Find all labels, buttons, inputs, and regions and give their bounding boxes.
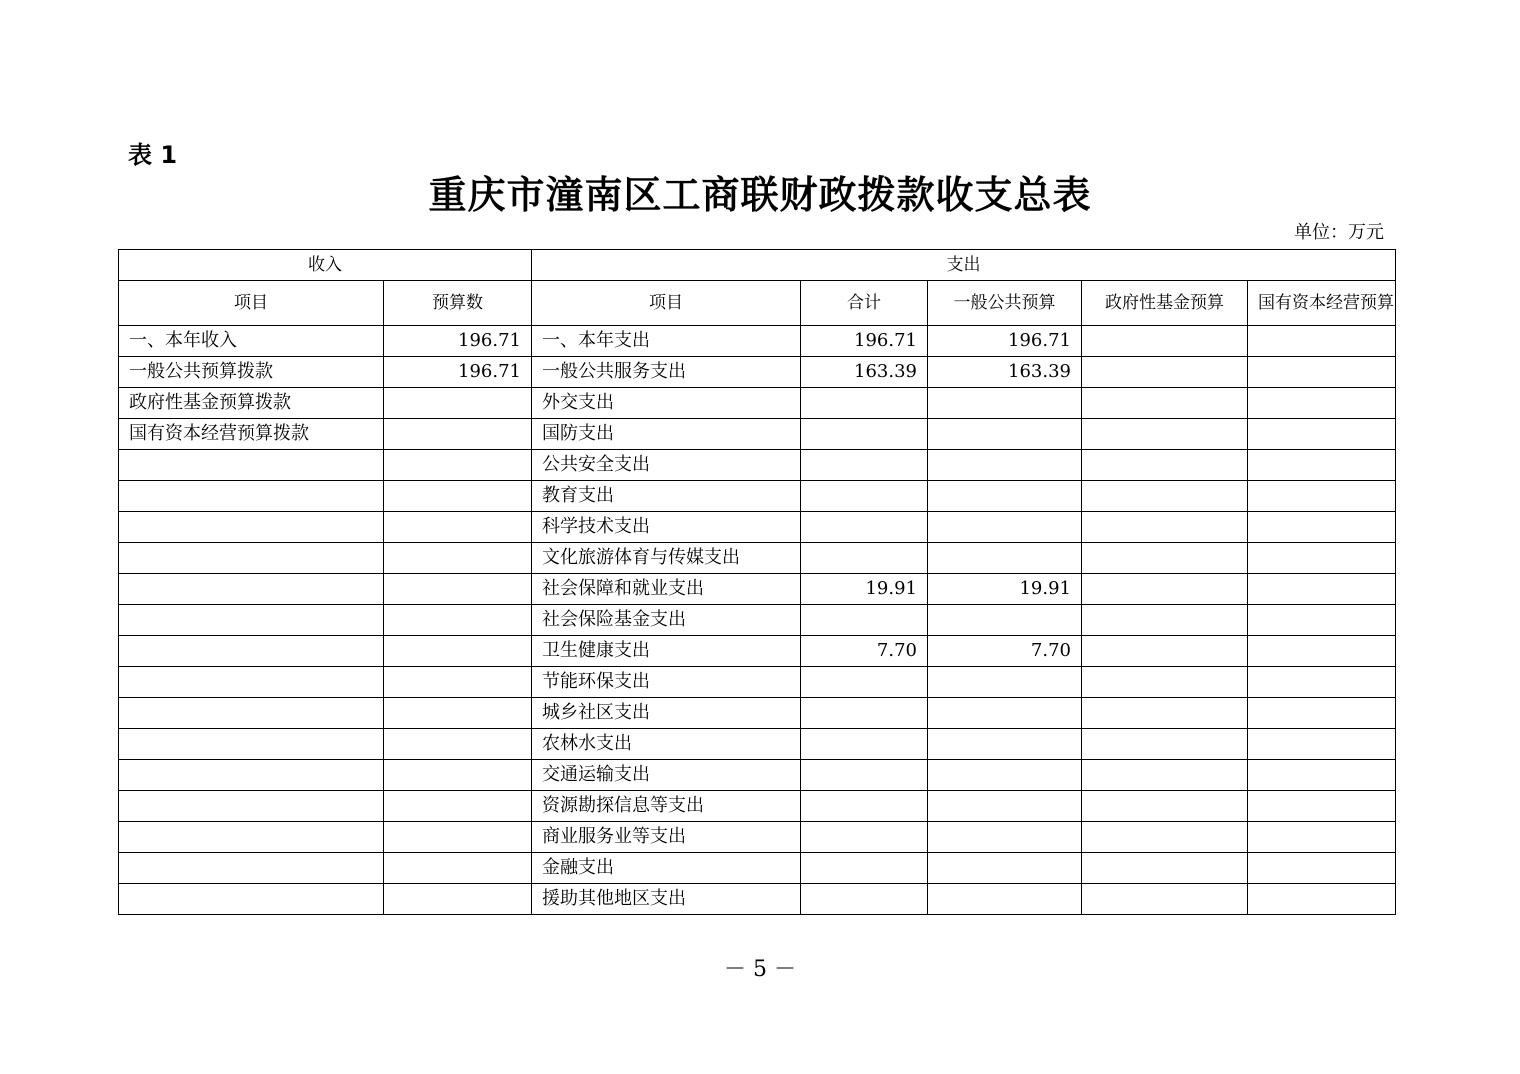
gov-fund-budget-cell xyxy=(1082,667,1248,698)
table-row xyxy=(119,481,1396,512)
income-budget-cell: 196.71 xyxy=(384,326,532,357)
income-group-header: 收入 xyxy=(119,250,532,281)
state-capital-budget-cell xyxy=(1248,357,1396,388)
state-capital-budget-cell xyxy=(1248,326,1396,357)
income-item-cell xyxy=(119,853,384,884)
general-budget-cell: 163.39 xyxy=(928,357,1082,388)
expenditure-group-header: 支出 xyxy=(532,250,1396,281)
gov-fund-budget-cell xyxy=(1082,698,1248,729)
total-cell xyxy=(801,543,928,574)
gov-fund-budget-cell xyxy=(1082,760,1248,791)
income-item-cell: 一、本年收入 xyxy=(119,326,384,357)
income-budget-cell xyxy=(384,574,532,605)
gov-fund-budget-cell xyxy=(1082,636,1248,667)
total-cell: 7.70 xyxy=(801,636,928,667)
state-capital-budget-cell xyxy=(1248,822,1396,853)
gov-fund-budget-cell xyxy=(1082,450,1248,481)
table-row xyxy=(119,729,1396,760)
table-body xyxy=(119,326,1396,915)
state-capital-budget-cell xyxy=(1248,543,1396,574)
gov-fund-budget-header: 政府性基金预算 xyxy=(1082,281,1248,326)
state-capital-budget-cell xyxy=(1248,388,1396,419)
expenditure-item-cell: 科学技术支出 xyxy=(532,512,801,543)
state-capital-budget-cell xyxy=(1248,512,1396,543)
expenditure-item-cell: 国防支出 xyxy=(532,419,801,450)
state-capital-budget-cell xyxy=(1248,574,1396,605)
table-row xyxy=(119,760,1396,791)
table-row xyxy=(119,450,1396,481)
gov-fund-budget-cell xyxy=(1082,512,1248,543)
income-budget-cell xyxy=(384,419,532,450)
gov-fund-budget-cell xyxy=(1082,357,1248,388)
income-budget-cell xyxy=(384,512,532,543)
income-budget-cell xyxy=(384,481,532,512)
table-row xyxy=(119,357,1396,388)
gov-fund-budget-cell xyxy=(1082,388,1248,419)
income-item-cell xyxy=(119,574,384,605)
general-budget-cell xyxy=(928,605,1082,636)
table-label: 表 1 xyxy=(128,141,178,169)
expenditure-item-cell: 一般公共服务支出 xyxy=(532,357,801,388)
income-budget-cell xyxy=(384,636,532,667)
general-budget-cell xyxy=(928,512,1082,543)
table-row xyxy=(119,574,1396,605)
expenditure-item-cell: 交通运输支出 xyxy=(532,760,801,791)
state-capital-budget-cell xyxy=(1248,636,1396,667)
general-budget-cell: 196.71 xyxy=(928,326,1082,357)
state-capital-budget-header: 国有资本经营预算 xyxy=(1248,281,1396,326)
expenditure-item-cell: 社会保险基金支出 xyxy=(532,605,801,636)
income-item-cell xyxy=(119,667,384,698)
total-cell xyxy=(801,481,928,512)
income-item-cell xyxy=(119,884,384,915)
total-cell: 19.91 xyxy=(801,574,928,605)
budget-table xyxy=(118,249,1396,915)
table-row xyxy=(119,388,1396,419)
income-item-cell xyxy=(119,791,384,822)
income-item-cell xyxy=(119,605,384,636)
table-row xyxy=(119,326,1396,357)
table-row xyxy=(119,884,1396,915)
expenditure-item-cell: 援助其他地区支出 xyxy=(532,884,801,915)
general-budget-cell: 19.91 xyxy=(928,574,1082,605)
state-capital-budget-cell xyxy=(1248,791,1396,822)
gov-fund-budget-cell xyxy=(1082,729,1248,760)
total-cell xyxy=(801,884,928,915)
income-item-cell xyxy=(119,450,384,481)
state-capital-budget-cell xyxy=(1248,605,1396,636)
state-capital-budget-cell xyxy=(1248,760,1396,791)
gov-fund-budget-cell xyxy=(1082,326,1248,357)
table-row xyxy=(119,822,1396,853)
table-row xyxy=(119,512,1396,543)
income-budget-cell xyxy=(384,884,532,915)
total-cell xyxy=(801,698,928,729)
state-capital-budget-cell xyxy=(1248,729,1396,760)
income-item-cell xyxy=(119,822,384,853)
gov-fund-budget-cell xyxy=(1082,543,1248,574)
total-cell xyxy=(801,388,928,419)
general-budget-header: 一般公共预算 xyxy=(928,281,1082,326)
unit-label: 单位：万元 xyxy=(1294,222,1384,243)
income-item-cell: 一般公共预算拨款 xyxy=(119,357,384,388)
total-cell: 163.39 xyxy=(801,357,928,388)
income-budget-header: 预算数 xyxy=(384,281,532,326)
income-budget-cell xyxy=(384,667,532,698)
state-capital-budget-cell xyxy=(1248,450,1396,481)
total-cell xyxy=(801,605,928,636)
gov-fund-budget-cell xyxy=(1082,574,1248,605)
general-budget-cell: 7.70 xyxy=(928,636,1082,667)
total-cell xyxy=(801,791,928,822)
expenditure-item-cell: 资源勘探信息等支出 xyxy=(532,791,801,822)
income-budget-cell xyxy=(384,698,532,729)
total-cell xyxy=(801,760,928,791)
table-row xyxy=(119,636,1396,667)
general-budget-cell xyxy=(928,667,1082,698)
total-cell xyxy=(801,450,928,481)
table-row xyxy=(119,791,1396,822)
expenditure-item-cell: 社会保障和就业支出 xyxy=(532,574,801,605)
total-cell xyxy=(801,729,928,760)
gov-fund-budget-cell xyxy=(1082,822,1248,853)
income-item-cell xyxy=(119,512,384,543)
expenditure-item-cell: 一、本年支出 xyxy=(532,326,801,357)
income-item-cell: 政府性基金预算拨款 xyxy=(119,388,384,419)
expenditure-item-cell: 节能环保支出 xyxy=(532,667,801,698)
general-budget-cell xyxy=(928,388,1082,419)
state-capital-budget-cell xyxy=(1248,884,1396,915)
general-budget-cell xyxy=(928,760,1082,791)
income-budget-cell xyxy=(384,853,532,884)
total-cell xyxy=(801,512,928,543)
general-budget-cell xyxy=(928,853,1082,884)
income-budget-cell: 196.71 xyxy=(384,357,532,388)
income-item-header: 项目 xyxy=(119,281,384,326)
gov-fund-budget-cell xyxy=(1082,419,1248,450)
total-cell xyxy=(801,667,928,698)
income-budget-cell xyxy=(384,791,532,822)
income-item-cell xyxy=(119,636,384,667)
income-budget-cell xyxy=(384,450,532,481)
expenditure-item-cell: 卫生健康支出 xyxy=(532,636,801,667)
table-row xyxy=(119,853,1396,884)
income-budget-cell xyxy=(384,760,532,791)
income-budget-cell xyxy=(384,822,532,853)
gov-fund-budget-cell xyxy=(1082,605,1248,636)
income-budget-cell xyxy=(384,729,532,760)
income-budget-cell xyxy=(384,543,532,574)
total-cell xyxy=(801,419,928,450)
total-header: 合计 xyxy=(801,281,928,326)
income-item-cell xyxy=(119,760,384,791)
general-budget-cell xyxy=(928,884,1082,915)
table-row xyxy=(119,419,1396,450)
general-budget-cell xyxy=(928,450,1082,481)
state-capital-budget-cell xyxy=(1248,667,1396,698)
income-item-cell xyxy=(119,729,384,760)
general-budget-cell xyxy=(928,481,1082,512)
total-cell xyxy=(801,853,928,884)
general-budget-cell xyxy=(928,822,1082,853)
income-item-cell xyxy=(119,543,384,574)
table-row xyxy=(119,543,1396,574)
document-title: 重庆市潼南区工商联财政拨款收支总表 xyxy=(428,172,1092,217)
total-cell xyxy=(801,822,928,853)
gov-fund-budget-cell xyxy=(1082,481,1248,512)
total-cell: 196.71 xyxy=(801,326,928,357)
income-budget-cell xyxy=(384,388,532,419)
income-item-cell xyxy=(119,698,384,729)
table-row xyxy=(119,667,1396,698)
income-item-cell xyxy=(119,481,384,512)
state-capital-budget-cell xyxy=(1248,419,1396,450)
gov-fund-budget-cell xyxy=(1082,791,1248,822)
page-number: － 5 － xyxy=(724,957,796,982)
expenditure-item-cell: 文化旅游体育与传媒支出 xyxy=(532,543,801,574)
expenditure-item-cell: 教育支出 xyxy=(532,481,801,512)
general-budget-cell xyxy=(928,791,1082,822)
gov-fund-budget-cell xyxy=(1082,853,1248,884)
column-header-row xyxy=(119,281,1396,326)
general-budget-cell xyxy=(928,543,1082,574)
general-budget-cell xyxy=(928,419,1082,450)
state-capital-budget-cell xyxy=(1248,481,1396,512)
income-budget-cell xyxy=(384,605,532,636)
income-item-cell: 国有资本经营预算拨款 xyxy=(119,419,384,450)
table-row xyxy=(119,605,1396,636)
expenditure-item-cell: 城乡社区支出 xyxy=(532,698,801,729)
general-budget-cell xyxy=(928,698,1082,729)
state-capital-budget-cell xyxy=(1248,698,1396,729)
table-row xyxy=(119,698,1396,729)
expenditure-item-cell: 农林水支出 xyxy=(532,729,801,760)
expenditure-item-cell: 公共安全支出 xyxy=(532,450,801,481)
general-budget-cell xyxy=(928,729,1082,760)
group-header-row xyxy=(119,250,1396,281)
expenditure-item-header: 项目 xyxy=(532,281,801,326)
gov-fund-budget-cell xyxy=(1082,884,1248,915)
expenditure-item-cell: 外交支出 xyxy=(532,388,801,419)
expenditure-item-cell: 金融支出 xyxy=(532,853,801,884)
state-capital-budget-cell xyxy=(1248,853,1396,884)
expenditure-item-cell: 商业服务业等支出 xyxy=(532,822,801,853)
